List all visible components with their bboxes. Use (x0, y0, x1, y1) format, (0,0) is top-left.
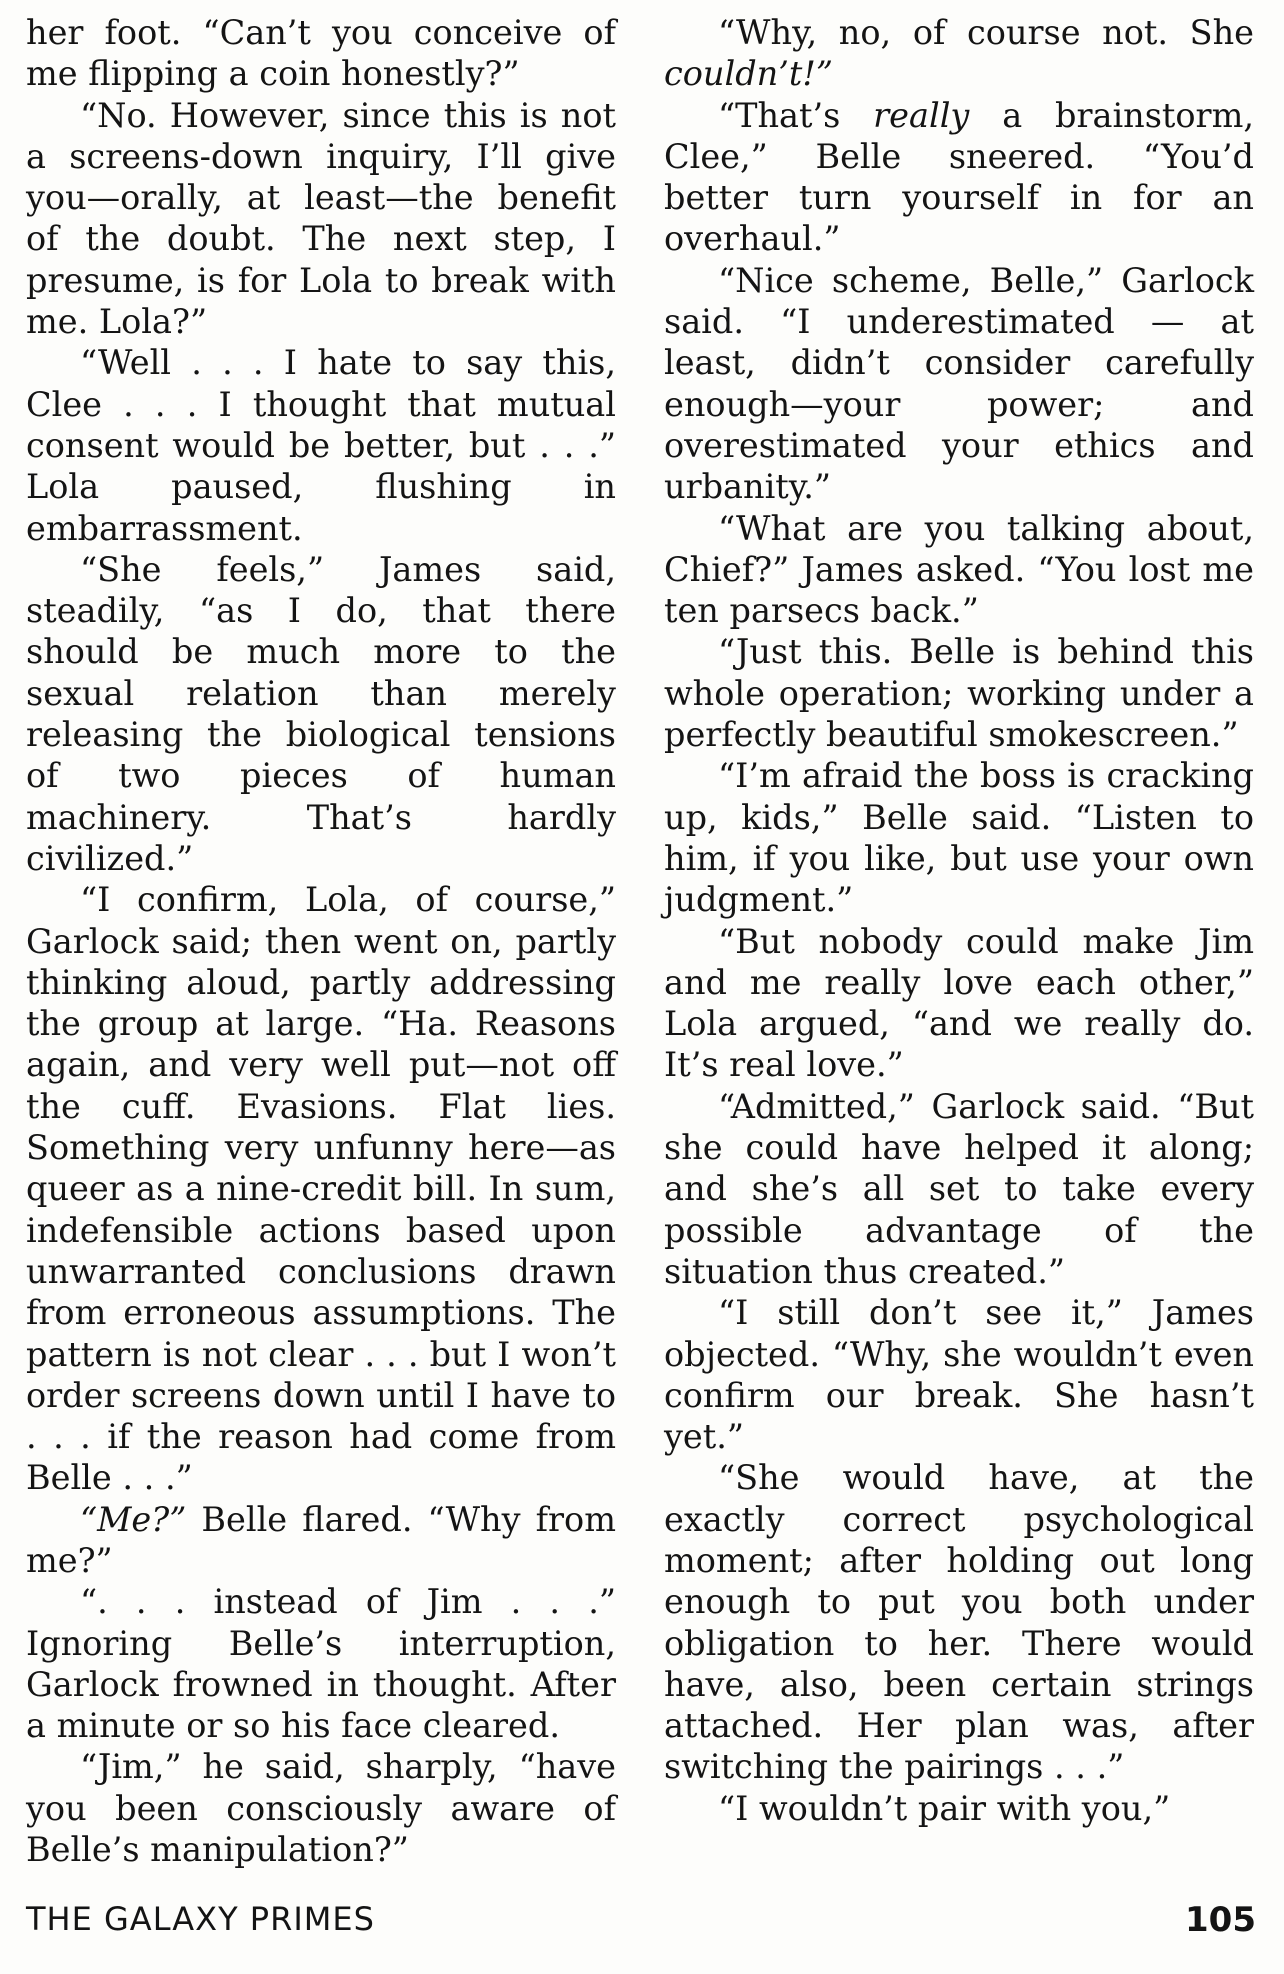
paragraph (664, 95, 1254, 260)
paragraph: “What are you talking about, Chief?” James asked. “You lost me ten parsecs back.” (664, 508, 1254, 631)
text-column-right (664, 12, 1254, 1829)
italic-text: “Me?” (80, 1499, 187, 1539)
paragraph-text: “That’s (718, 95, 874, 135)
paragraph (26, 1499, 616, 1582)
paragraph: “She would have, at the exactly correct psychological moment; after holding out long enough to put you both under obligation to her. There would have, also, been certain strings attached. Her plan was, after switching the pairings . . .” (664, 1458, 1254, 1787)
italic-text: really (873, 95, 970, 135)
text-column-left (26, 12, 616, 1870)
paragraph: “Nice scheme, Belle,” Garlock said. “I underestimated — at least, didn’t consider carefully enough—your power; and overestimated your ethics and urbanity.” (664, 260, 1254, 507)
paragraph: “No. However, since this is not a screens-down inquiry, I’ll give you—orally, at least—the benefit of the doubt. The next step, I presume, is for Lola to break with me. Lola?” (26, 95, 616, 342)
paragraph: “I confirm, Lola, of course,” Garlock said; then went on, partly thinking aloud, partly addressing the group at large. “Ha. Reasons again, and very well put—not off the cuff. Evasions. Flat lies. Something very unfunny here—as queer as a nine-credit bill. In sum, indefensible actions based upon unwarranted conclusions drawn from erroneous assumptions. The pattern is not clear . . . but I won’t order screens down until I have to . . . if the reason had come from Belle . . .” (26, 880, 616, 1498)
paragraph: “Jim,” he said, sharply, “have you been consciously aware of Belle’s manipulation?” (26, 1747, 616, 1870)
paragraph (664, 12, 1254, 95)
paragraph: “I still don’t see it,” James objected. “Why, she wouldn’t even confirm our break. She hasn’t yet.” (664, 1293, 1254, 1457)
paragraph: “But nobody could make Jim and me really love each other,” Lola argued, “and we really do. It’s real love.” (664, 921, 1254, 1085)
paragraph: “Well . . . I hate to say this, Clee . . . I thought that mutual consent would be better, but . . .” Lola paused, flushing in embarrassment. (26, 343, 616, 548)
paragraph: “Admitted,” Garlock said. “But she could have helped it along; and she’s all set to take every possible advantage of the situation thus created.” (664, 1086, 1254, 1291)
paragraph: “I wouldn’t pair with you,” (718, 1788, 1171, 1828)
paragraph: “. . . instead of Jim . . .” Ignoring Belle’s interruption, Garlock frowned in thought. After a minute or so his face cleared. (26, 1582, 616, 1746)
italic-text: couldn’t!” (664, 54, 833, 94)
paragraph: her foot. “Can’t you conceive of me flipping a coin honestly?” (26, 13, 616, 94)
paragraph: “I’m afraid the boss is cracking up, kids,” Belle said. “Listen to him, if you like, but use your own judgment.” (664, 756, 1254, 920)
running-footer-title: THE GALAXY PRIMES (26, 1900, 375, 1938)
paragraph-text: a brainstorm, Clee,” Belle sneered. “You’d better turn yourself in for an overhaul.” (664, 95, 1254, 259)
paragraph-text: “Why, no, of course not. She (718, 13, 1254, 52)
page-number: 105 (1185, 1900, 1256, 1940)
paragraph: “She feels,” James said, steadily, “as I do, that there should be much more to the sexual relation than merely releasing the biological tensions of two pieces of human machinery. That’s hardly civilized.” (26, 549, 616, 878)
paragraph-text: Belle flared. “Why from me?” (26, 1499, 616, 1580)
paragraph: “Just this. Belle is behind this whole operation; working under a perfectly beautiful smokescreen.” (664, 632, 1254, 755)
